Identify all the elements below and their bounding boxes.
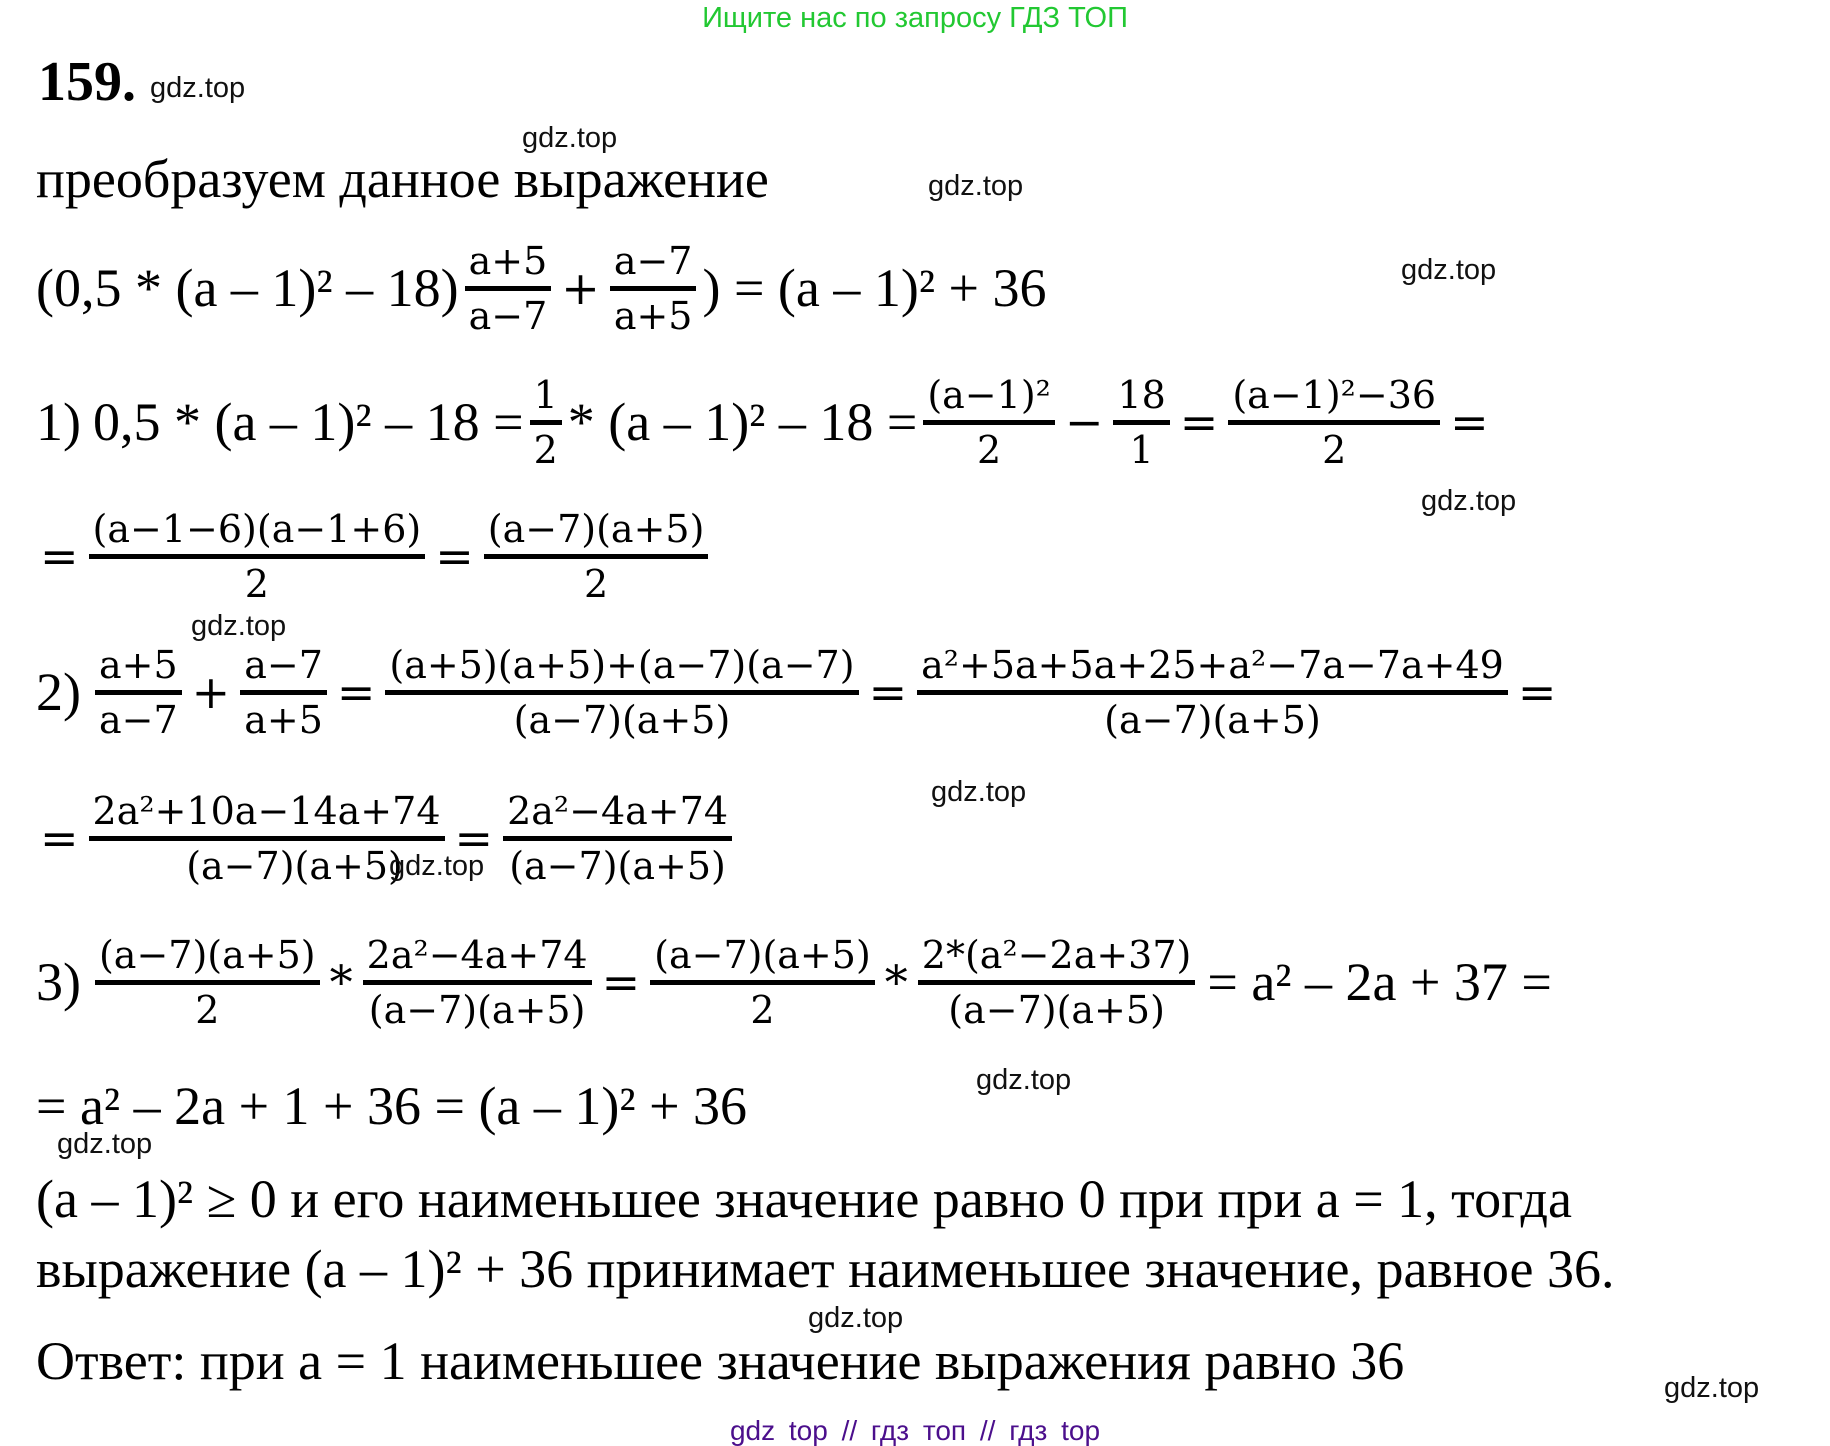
- fraction-bar: [95, 690, 182, 695]
- fraction: [1113, 372, 1169, 473]
- equals-sign: =: [435, 529, 474, 583]
- equals-sign: =: [336, 665, 376, 719]
- numerator: (a−1−6)(a−1+6): [92, 506, 422, 551]
- watermark: gdz.top: [57, 1128, 153, 1160]
- fraction: [503, 788, 732, 889]
- watermark: gdz.top: [931, 776, 1027, 808]
- watermark: gdz.top: [522, 122, 618, 154]
- fraction: [918, 932, 1196, 1033]
- watermark: gdz.top: [389, 850, 485, 882]
- denominator: 2: [195, 987, 220, 1032]
- numerator: a−7: [244, 642, 323, 687]
- fraction: [530, 372, 562, 473]
- equals-sign: =: [601, 955, 641, 1009]
- watermark: gdz.top: [1401, 254, 1497, 286]
- fraction-bar: [650, 980, 875, 985]
- footer-links: gdz top // гдз топ // гдз top: [729, 1415, 1101, 1446]
- minus-sign: −: [1064, 395, 1104, 449]
- fraction: [95, 642, 182, 743]
- denominator: (a−7)(a+5): [186, 843, 403, 888]
- problem-number: 159.: [38, 51, 136, 113]
- equals-sign: =: [454, 811, 494, 865]
- fraction-bar: [917, 690, 1508, 695]
- watermark: gdz.top: [150, 72, 246, 104]
- numerator: (a−7)(a+5): [654, 932, 871, 977]
- fraction-bar: [363, 980, 592, 985]
- denominator: (a−7)(a+5): [368, 987, 586, 1032]
- numerator: a−7: [613, 238, 693, 283]
- search-hint-banner: Ищите нас по запросу ГДЗ ТОП: [702, 2, 1128, 34]
- fraction-bar: [484, 554, 709, 559]
- denominator: (a−7)(a+5): [1104, 697, 1321, 742]
- denominator: 2: [1322, 427, 1347, 472]
- equals-sign: =: [868, 665, 908, 719]
- numerator: (a−7)(a+5): [487, 506, 705, 551]
- equals-sign: =: [1179, 395, 1219, 449]
- fraction-bar: [1113, 420, 1169, 425]
- watermark: gdz.top: [1664, 1372, 1760, 1404]
- step-3-continued: = a² – 2a + 1 + 36 = (a – 1)² + 36: [36, 1076, 748, 1136]
- step-label: 2): [36, 662, 81, 722]
- main-left: (0,5 * (a – 1)² – 18): [36, 258, 459, 318]
- fraction-bar: [89, 836, 445, 841]
- fraction: [240, 642, 327, 743]
- step-1: [36, 362, 1493, 482]
- equals-sign: =: [1450, 395, 1489, 449]
- numerator: 18: [1117, 372, 1166, 417]
- watermark: gdz.top: [928, 170, 1024, 202]
- answer-text: Ответ: при a = 1 наименьшее значение выражения равно 36: [36, 1331, 1405, 1391]
- plus-sign: +: [561, 261, 600, 315]
- numerator: (a+5)(a+5)+(a−7)(a−7): [389, 642, 855, 687]
- watermark: gdz.top: [1421, 485, 1517, 517]
- numerator: (a−7)(a+5): [98, 932, 316, 977]
- fraction: [610, 238, 697, 339]
- numerator: a+5: [468, 238, 548, 283]
- denominator: 2: [977, 427, 1002, 472]
- numerator: (a−1)²−36: [1232, 372, 1437, 417]
- equals-sign: =: [40, 811, 79, 865]
- denominator: (a−7)(a+5): [509, 843, 726, 888]
- step-label: 3): [36, 952, 81, 1012]
- numerator: (a−1)²: [927, 372, 1051, 417]
- multiply-sign: *: [884, 955, 908, 1009]
- main-equation: [36, 228, 1047, 348]
- fraction-bar: [923, 420, 1055, 425]
- numerator: 2*(a²−2a+37): [921, 932, 1192, 977]
- fraction: [484, 506, 709, 607]
- fraction-bar: [240, 690, 327, 695]
- fraction: [89, 506, 426, 607]
- denominator: a−7: [468, 293, 548, 338]
- intro-text: преобразуем данное выражение: [36, 149, 769, 209]
- fraction-bar: [89, 554, 426, 559]
- step3-result: = a² – 2a + 37 =: [1207, 952, 1552, 1012]
- fraction: [923, 372, 1055, 473]
- numerator: 2a²+10a−14a+74: [92, 788, 441, 833]
- fraction: [465, 238, 552, 339]
- watermark: gdz.top: [191, 610, 287, 642]
- numerator: a+5: [98, 642, 178, 687]
- step-label: 1): [36, 392, 81, 452]
- fraction: [363, 932, 592, 1033]
- denominator: 1: [1129, 427, 1154, 472]
- step1-expr2: * (a – 1)² – 18 =: [567, 392, 918, 452]
- step-2-continued: [36, 778, 738, 898]
- fraction-bar: [918, 980, 1196, 985]
- fraction: [917, 642, 1508, 743]
- fraction-bar: [95, 980, 320, 985]
- numerator: a²+5a+5a+25+a²−7a−7a+49: [921, 642, 1504, 687]
- denominator: (a−7)(a+5): [513, 697, 731, 742]
- plus-sign: +: [191, 665, 231, 719]
- fraction-bar: [385, 690, 858, 695]
- multiply-sign: *: [329, 955, 353, 1009]
- step-2: [36, 632, 1560, 752]
- fraction: [95, 932, 320, 1033]
- denominator: a+5: [613, 293, 693, 338]
- equals-sign: =: [40, 529, 79, 583]
- denominator: 2: [244, 561, 269, 606]
- watermark: gdz.top: [808, 1302, 904, 1334]
- fraction-bar: [610, 286, 697, 291]
- conclusion-line-1: (a – 1)² ≥ 0 и его наименьшее значение равно 0 при при a = 1, тогда: [36, 1169, 1572, 1229]
- equals-sign: =: [1517, 665, 1557, 719]
- conclusion-line-2: выражение (a – 1)² + 36 принимает наименьшее значение, равное 36.: [36, 1239, 1615, 1299]
- fraction-bar: [465, 286, 552, 291]
- numerator: 2a²−4a+74: [507, 788, 728, 833]
- fraction-bar: [1228, 420, 1440, 425]
- numerator: 1: [533, 372, 558, 417]
- watermark: gdz.top: [976, 1064, 1072, 1096]
- step-3: [36, 922, 1552, 1042]
- denominator: 2: [533, 427, 558, 472]
- denominator: a−7: [98, 697, 178, 742]
- fraction-bar: [503, 836, 732, 841]
- fraction-bar: [530, 420, 562, 425]
- denominator: 2: [584, 561, 609, 606]
- denominator: a+5: [244, 697, 323, 742]
- step1-expr: 0,5 * (a – 1)² – 18 =: [92, 392, 524, 452]
- denominator: (a−7)(a+5): [948, 987, 1165, 1032]
- fraction: [385, 642, 858, 743]
- numerator: 2a²−4a+74: [366, 932, 588, 977]
- fraction: [650, 932, 875, 1033]
- step-1-continued: [36, 496, 714, 616]
- fraction: [1228, 372, 1440, 473]
- denominator: 2: [750, 987, 775, 1032]
- main-right: ) = (a – 1)² + 36: [702, 258, 1047, 318]
